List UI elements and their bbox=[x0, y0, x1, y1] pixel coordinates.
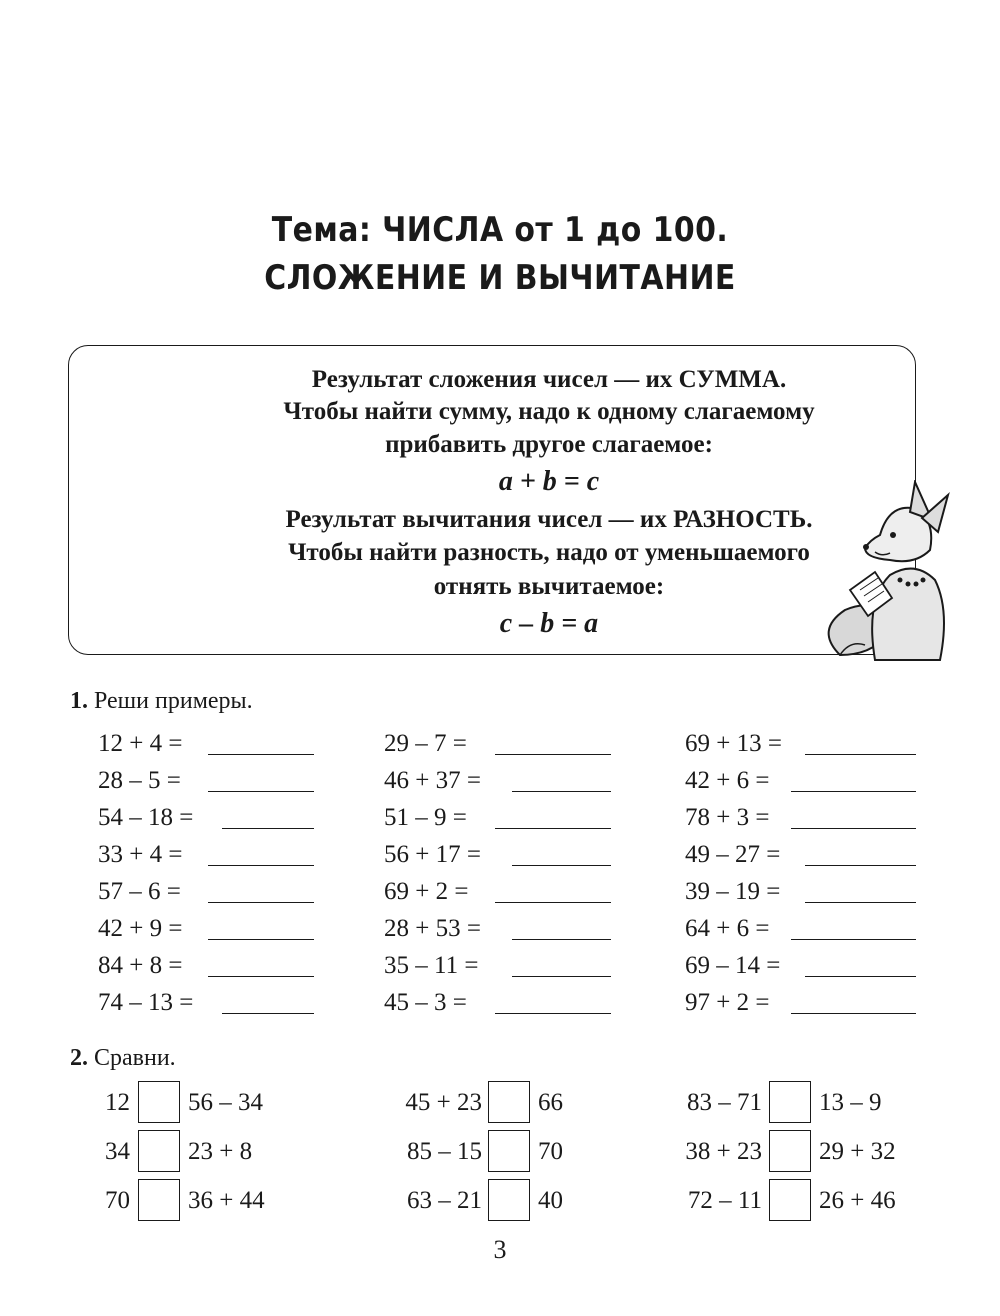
example: 69 + 13 = bbox=[685, 730, 782, 757]
answer-line[interactable] bbox=[495, 828, 611, 829]
compare-left: 85 – 15 bbox=[407, 1138, 482, 1165]
example: 74 – 13 = bbox=[98, 989, 194, 1016]
rule-line: Результат сложения чисел — их СУММА. bbox=[311, 366, 787, 393]
compare-left: 72 – 11 bbox=[687, 1187, 762, 1214]
compare-box[interactable] bbox=[769, 1179, 811, 1221]
compare-right: 36 + 44 bbox=[188, 1187, 265, 1214]
example: 57 – 6 = bbox=[98, 878, 181, 905]
answer-line[interactable] bbox=[208, 865, 314, 866]
example: 78 + 3 = bbox=[685, 804, 770, 831]
answer-line[interactable] bbox=[805, 754, 916, 755]
answer-line[interactable] bbox=[208, 976, 314, 977]
compare-left: 34 bbox=[105, 1138, 130, 1165]
example: 33 + 4 = bbox=[98, 841, 183, 868]
fox-illustration bbox=[820, 480, 970, 670]
example: 54 – 18 = bbox=[98, 804, 194, 831]
example: 97 + 2 = bbox=[685, 989, 770, 1016]
example: 12 + 4 = bbox=[98, 730, 183, 757]
task-2-label: Сравни. bbox=[94, 1045, 176, 1071]
answer-line[interactable] bbox=[791, 1013, 916, 1014]
compare-left: 12 bbox=[105, 1089, 130, 1116]
compare-left: 83 – 71 bbox=[687, 1089, 762, 1116]
example: 28 + 53 = bbox=[384, 915, 481, 942]
compare-box[interactable] bbox=[138, 1081, 180, 1123]
answer-line[interactable] bbox=[791, 939, 916, 940]
answer-line[interactable] bbox=[208, 902, 314, 903]
compare-right: 40 bbox=[538, 1187, 563, 1214]
rule-line: Чтобы найти сумму, надо к одному слагаемому bbox=[283, 398, 815, 425]
compare-left: 70 bbox=[105, 1187, 130, 1214]
example: 28 – 5 = bbox=[98, 767, 181, 794]
example: 42 + 9 = bbox=[98, 915, 183, 942]
sum-formula: a + b = c bbox=[498, 466, 600, 497]
answer-line[interactable] bbox=[512, 976, 611, 977]
compare-right: 23 + 8 bbox=[188, 1138, 253, 1165]
task-2-heading bbox=[70, 1045, 176, 1072]
compare-right: 66 bbox=[538, 1089, 563, 1116]
rule-line: отнять вычитаемое: bbox=[433, 573, 665, 600]
compare-box[interactable] bbox=[769, 1130, 811, 1172]
compare-right: 26 + 46 bbox=[819, 1187, 896, 1214]
answer-line[interactable] bbox=[512, 865, 611, 866]
compare-box[interactable] bbox=[488, 1179, 530, 1221]
answer-line[interactable] bbox=[222, 828, 314, 829]
page-number: 3 bbox=[493, 1235, 507, 1264]
answer-line[interactable] bbox=[495, 1013, 611, 1014]
page-title-line-2: СЛОЖЕНИЕ И ВЫЧИТАНИЕ bbox=[264, 258, 736, 298]
task-1-heading bbox=[70, 688, 253, 715]
answer-line[interactable] bbox=[512, 791, 611, 792]
task-1-number: 1. bbox=[70, 688, 88, 714]
rule-line: Результат вычитания чисел — их РАЗНОСТЬ. bbox=[285, 506, 813, 533]
compare-left: 45 + 23 bbox=[405, 1089, 482, 1116]
answer-line[interactable] bbox=[222, 1013, 314, 1014]
answer-line[interactable] bbox=[805, 865, 916, 866]
answer-line[interactable] bbox=[791, 828, 916, 829]
compare-right: 56 – 34 bbox=[188, 1089, 263, 1116]
compare-box[interactable] bbox=[138, 1179, 180, 1221]
compare-right: 29 + 32 bbox=[819, 1138, 896, 1165]
compare-box[interactable] bbox=[488, 1130, 530, 1172]
example: 39 – 19 = bbox=[685, 878, 781, 905]
example: 45 – 3 = bbox=[384, 989, 467, 1016]
rule-line: Чтобы найти разность, надо от уменьшаемого bbox=[288, 539, 810, 566]
answer-line[interactable] bbox=[791, 791, 916, 792]
compare-right: 70 bbox=[538, 1138, 563, 1165]
example: 29 – 7 = bbox=[384, 730, 467, 757]
example: 49 – 27 = bbox=[685, 841, 781, 868]
compare-right: 13 – 9 bbox=[819, 1089, 882, 1116]
rule-box bbox=[68, 345, 916, 655]
example: 64 + 6 = bbox=[685, 915, 770, 942]
answer-line[interactable] bbox=[208, 754, 314, 755]
answer-line[interactable] bbox=[495, 754, 611, 755]
answer-line[interactable] bbox=[208, 791, 314, 792]
example: 51 – 9 = bbox=[384, 804, 467, 831]
task-2-number: 2. bbox=[70, 1045, 88, 1071]
compare-box[interactable] bbox=[769, 1081, 811, 1123]
example: 69 + 2 = bbox=[384, 878, 469, 905]
answer-line[interactable] bbox=[208, 939, 314, 940]
example: 56 + 17 = bbox=[384, 841, 481, 868]
page-title-line-1: Тема: ЧИСЛА от 1 до 100. bbox=[271, 210, 729, 250]
difference-formula: c – b = a bbox=[499, 608, 599, 639]
example: 46 + 37 = bbox=[384, 767, 481, 794]
example: 42 + 6 = bbox=[685, 767, 770, 794]
example: 84 + 8 = bbox=[98, 952, 183, 979]
rule-line: прибавить другое слагаемое: bbox=[385, 431, 713, 458]
answer-line[interactable] bbox=[495, 902, 611, 903]
task-1-label: Реши примеры. bbox=[94, 688, 253, 714]
example: 69 – 14 = bbox=[685, 952, 781, 979]
compare-box[interactable] bbox=[138, 1130, 180, 1172]
answer-line[interactable] bbox=[512, 939, 611, 940]
compare-left: 63 – 21 bbox=[407, 1187, 482, 1214]
compare-box[interactable] bbox=[488, 1081, 530, 1123]
answer-line[interactable] bbox=[805, 902, 916, 903]
answer-line[interactable] bbox=[805, 976, 916, 977]
compare-left: 38 + 23 bbox=[685, 1138, 762, 1165]
example: 35 – 11 = bbox=[384, 952, 479, 979]
